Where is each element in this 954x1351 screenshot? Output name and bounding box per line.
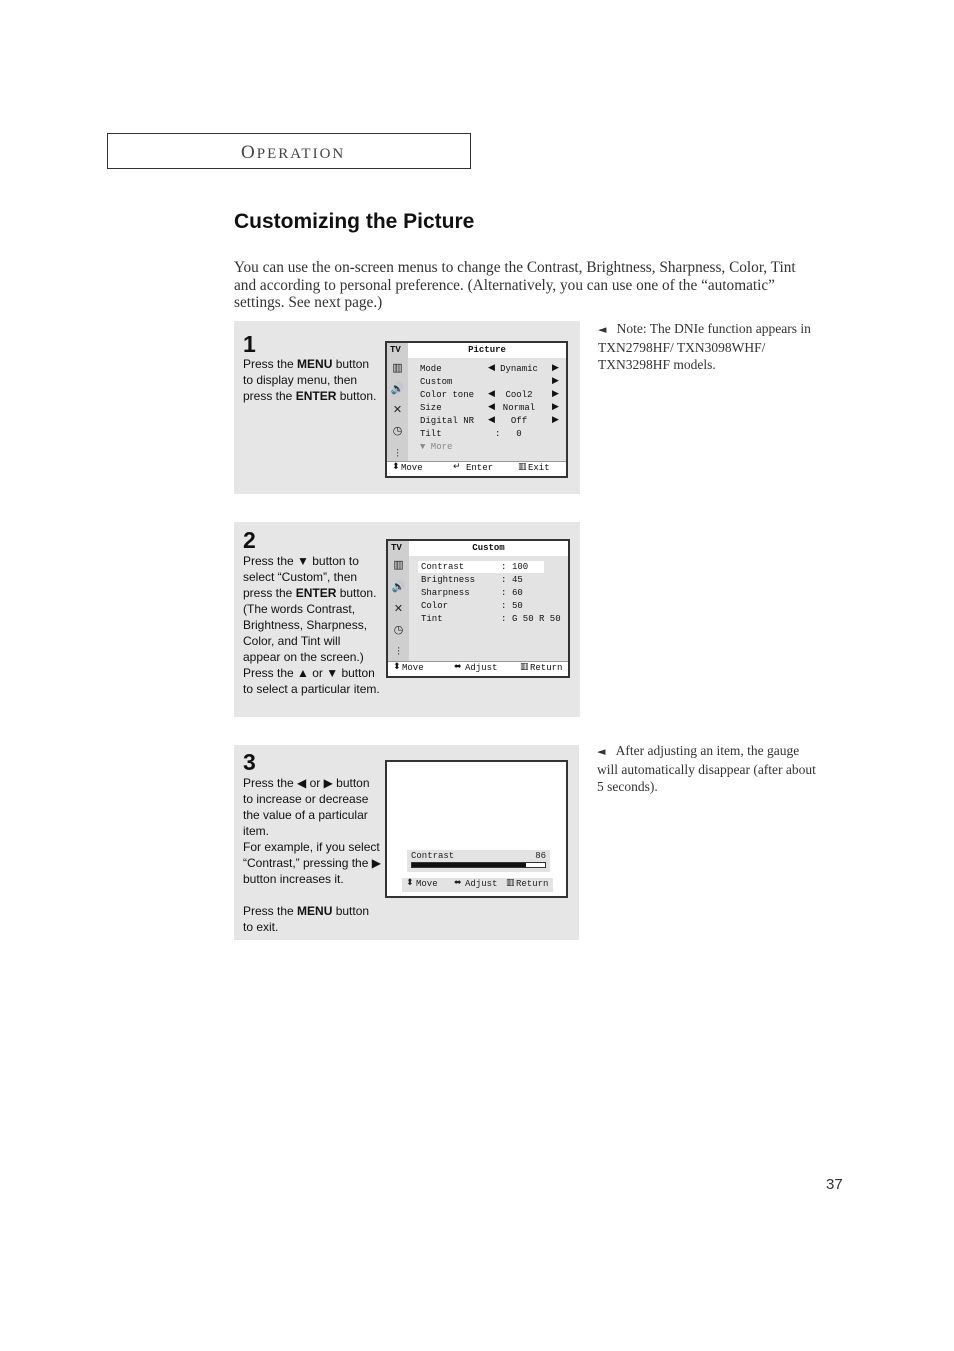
note-marker-icon: ◄ (597, 745, 606, 758)
right-arrow-icon: ▶ (552, 363, 559, 373)
move-icon: ⬍ (393, 662, 401, 672)
osd-tv-label: TV (391, 543, 402, 553)
osd-row-label: Digital NR (420, 416, 475, 426)
osd-row-label: Size (420, 403, 442, 413)
left-arrow-icon: ◀ (488, 402, 495, 412)
note-gauge: ◄ After adjusting an item, the gauge will automatically disappear (after about 5 seconds). (597, 743, 816, 794)
picture-icon: ▥ (392, 361, 403, 374)
page-title: Customizing the Picture (234, 210, 475, 233)
osd-row-value: Cool2 (505, 390, 533, 400)
step-2-panel (234, 522, 580, 717)
step-1-text: Press the MENU button to display menu, then press the ENTER button. (243, 357, 377, 403)
osd-footer: ⬍ Move ⬌ Adjust ▥ Return (388, 661, 568, 676)
move-icon: ⬍ (392, 462, 400, 472)
gauge-label: Contrast (411, 851, 455, 861)
osd-row-value: 100 (512, 562, 529, 572)
note-marker-icon: ◄ (598, 323, 607, 336)
osd-row-label: Tint (421, 614, 443, 624)
osd-colon: : (501, 562, 507, 572)
step-1-panel (234, 321, 580, 494)
osd-row-label: Brightness (421, 575, 476, 585)
osd-picture-menu (385, 341, 568, 478)
menu-icon: ▥ (518, 462, 527, 472)
osd-row-value: Off (510, 416, 528, 426)
clock-icon: ◷ (393, 623, 404, 636)
gauge-track (411, 862, 546, 868)
right-arrow-icon: ▶ (552, 402, 559, 412)
osd-colon: : (501, 601, 507, 611)
gauge-box (406, 849, 551, 873)
step-number: 3 (243, 749, 256, 775)
step-3-text: Press the ◀ or ▶ button to increase or decrease the value of a particular item. For example, if you select “Contrast,” pressing the ▶ button increases it. Press the MENU button to exit. (243, 776, 381, 934)
step-3-panel (234, 745, 579, 940)
osd-row-label: Color tone (420, 390, 475, 400)
osd-colon: : (501, 575, 507, 585)
adjust-icon: ⬌ (454, 662, 462, 672)
osd-custom-menu (386, 539, 570, 678)
osd-row-label: Contrast (421, 562, 465, 572)
channel-icon: ✕ (393, 602, 404, 615)
osd-row-value: 0 (516, 429, 522, 439)
osd-row-label: Color (421, 601, 449, 611)
osd-more: ▼ More (420, 442, 453, 452)
note-dnie: ◄ Note: The DNIe function appears in TXN2798HF/ TXN3098WHF/ TXN3298HF models. (598, 321, 811, 372)
section-label: OPERATION (241, 142, 346, 163)
right-arrow-icon: ▶ (552, 415, 559, 425)
osd-row-value: 45 (512, 575, 523, 585)
osd-row-label: Tilt (420, 429, 442, 439)
osd-row-label: Sharpness (421, 588, 470, 598)
osd-header-title: Custom (472, 543, 505, 553)
osd-row-value: Normal (502, 403, 536, 413)
osd-header-title: Picture (468, 345, 506, 355)
right-arrow-icon: ▶ (552, 376, 559, 386)
osd-gauge-screen (385, 760, 568, 898)
osd-row-value: G 50 R 50 (512, 614, 561, 624)
setup-icon: ⫶ (396, 447, 399, 460)
adjust-icon: ⬌ (454, 878, 462, 888)
step-number: 2 (243, 527, 256, 553)
channel-icon: ✕ (392, 403, 403, 416)
gauge-fill (412, 863, 526, 867)
osd-tv-label: TV (390, 345, 401, 355)
intro-paragraph: You can use the on-screen menus to change the Contrast, Brightness, Sharpness, Color, Tint and according to personal preference. (Alternatively, you can use one of the “automatic” settings. See next page.) (234, 259, 796, 311)
left-arrow-icon: ◀ (488, 363, 495, 373)
osd-row-value: Dynamic (500, 364, 538, 374)
gauge-footer: ⬍ Move ⬌ Adjust ▥ Return (402, 878, 553, 892)
osd-footer: ⬍ Move ↵ Enter ▥ Exit (387, 461, 566, 476)
menu-icon: ▥ (506, 878, 515, 888)
osd-row-label: Mode (420, 364, 442, 374)
left-arrow-icon: ◀ (488, 415, 495, 425)
page-number: 37 (826, 1176, 843, 1193)
move-icon: ⬍ (406, 878, 414, 888)
enter-icon: ↵ (453, 462, 461, 472)
osd-colon: : (495, 429, 501, 439)
left-arrow-icon: ◀ (488, 389, 495, 399)
osd-row-value: 60 (512, 588, 523, 598)
right-arrow-icon: ▶ (552, 389, 559, 399)
clock-icon: ◷ (392, 424, 403, 437)
osd-header (409, 541, 568, 556)
osd-colon: : (501, 588, 507, 598)
sound-icon: 🔊 (390, 382, 405, 395)
osd-row-value: 50 (512, 601, 523, 611)
sound-icon: 🔊 (391, 580, 406, 593)
setup-icon: ⫶ (397, 645, 400, 658)
osd-header (408, 343, 566, 358)
osd-row-label: Custom (420, 377, 453, 387)
osd-colon: : (501, 614, 507, 624)
menu-icon: ▥ (520, 662, 529, 672)
step-2-text: Press the ▼ button to select “Custom”, then press the ENTER button. (The words Contrast, Brightness, Sharpness, Color, and Tint will appear on the screen.) Press the ▲ or ▼ button to select a particular item. (243, 554, 380, 696)
picture-icon: ▥ (393, 558, 404, 571)
gauge-value: 86 (535, 851, 546, 861)
step-number: 1 (243, 331, 256, 357)
